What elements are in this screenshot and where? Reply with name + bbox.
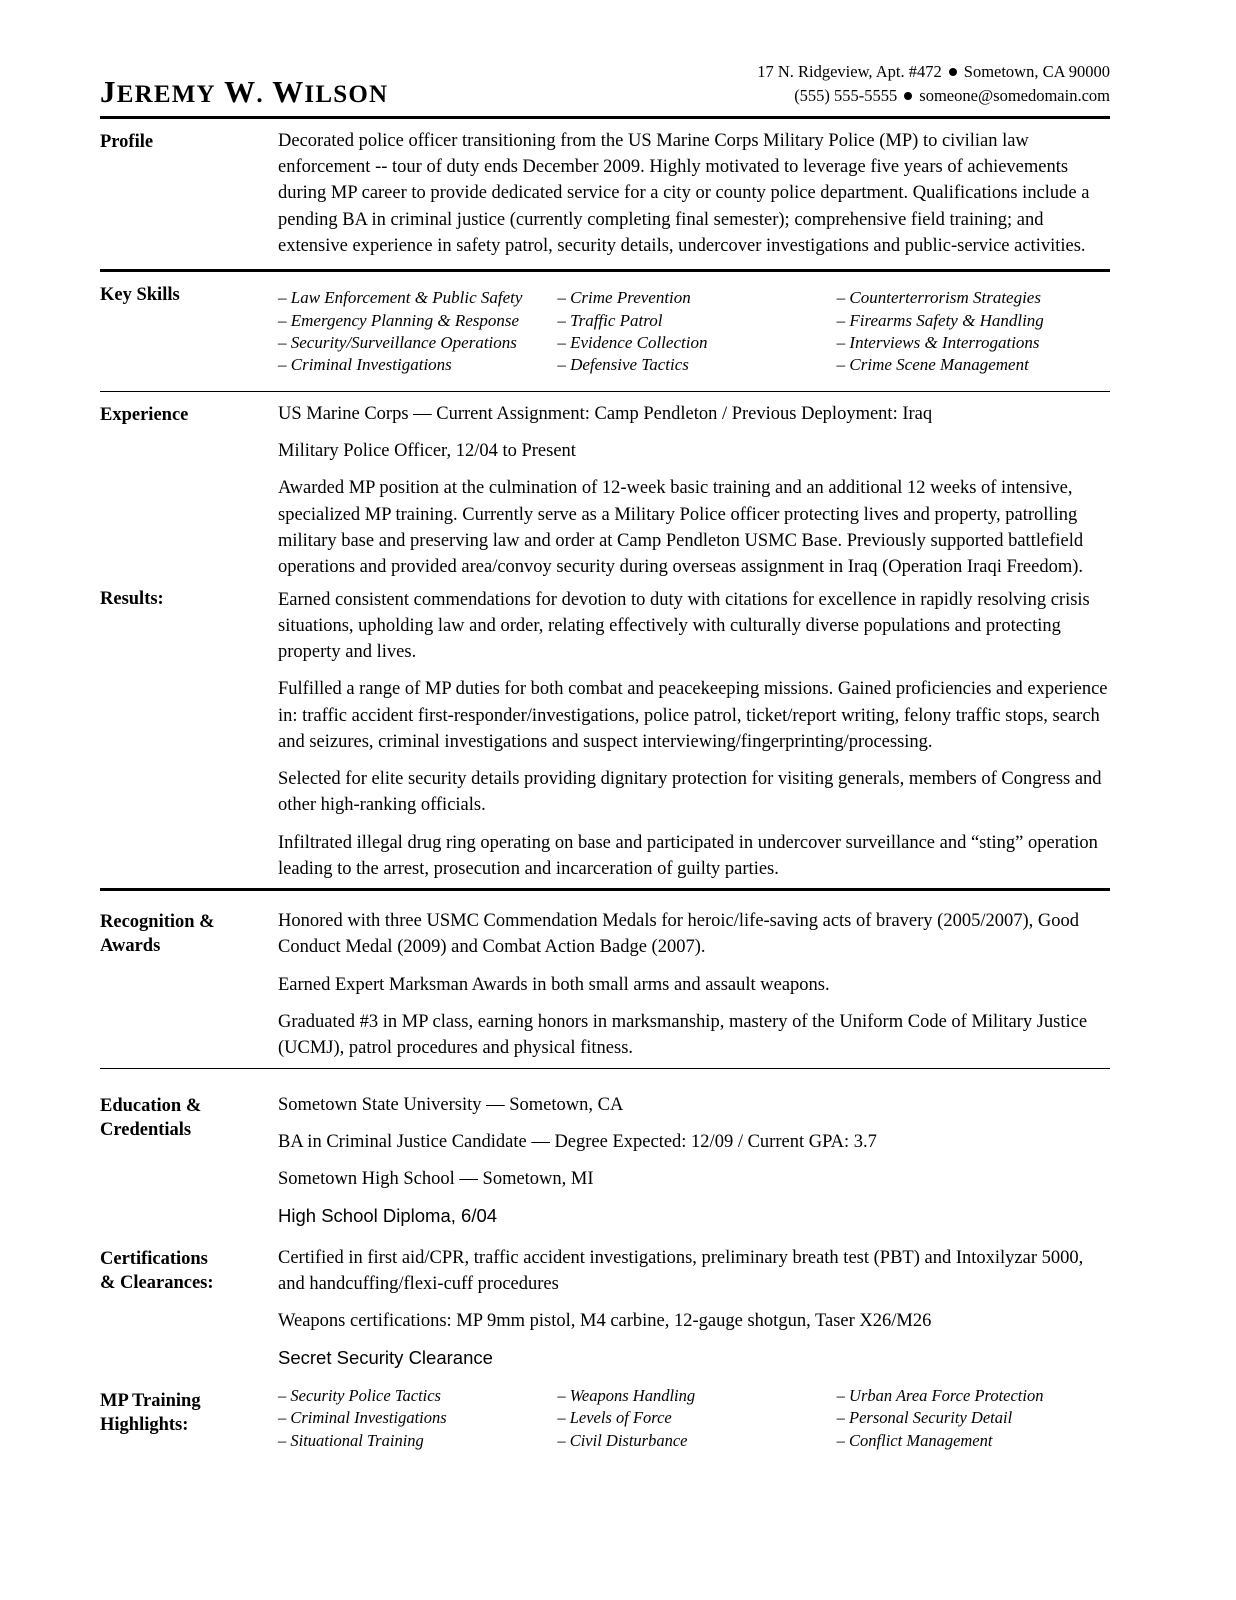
experience-title: Military Police Officer, 12/04 to Present [278, 441, 576, 462]
key-skill-item: – Interviews & Interrogations [837, 332, 1110, 354]
certifications-label [100, 1236, 278, 1295]
mp-training-item: – Conflict Management [837, 1430, 1110, 1452]
key-skill-item: – Emergency Planning & Response [278, 310, 551, 332]
certifications-label-line1: Certifications [100, 1248, 208, 1269]
key-skill-item: – Criminal Investigations [278, 354, 551, 376]
mp-training-label-line1: MP Training [100, 1390, 201, 1411]
experience-paragraph: Earned consistent commendations for devotion to duty with citations for excellence in rapidly resolving crisis situations, upholding law and order, relating effectively with culturally diverse populations and protecting property and lives. [278, 589, 1090, 663]
mp-training-item: – Levels of Force [557, 1407, 830, 1429]
experience-paragraph: Selected for elite security details providing dignitary protection for visiting generals, members of Congress and other high-ranking officials. [278, 769, 1102, 816]
education-label-line2: Credentials [100, 1119, 192, 1140]
mp-training-item: – Personal Security Detail [837, 1407, 1110, 1429]
security-clearance: Secret Security Clearance [278, 1347, 493, 1369]
section-experience-results [100, 587, 1110, 889]
recognition-paragraph: Honored with three USMC Commendation Medals for heroic/life-saving acts of bravery (2005/2007), Good Conduct Medal (2009) and Combat Action Badge (2007). [278, 911, 1079, 958]
candidate-name: JEREMY W. WILSON [100, 73, 389, 109]
section-recognition [100, 899, 1110, 1067]
mp-training-item: – Civil Disturbance [557, 1430, 830, 1452]
key-skills-grid [278, 281, 1110, 385]
section-key-skills [100, 272, 1110, 391]
education-label [100, 1083, 278, 1142]
recognition-label-line1: Recognition & [100, 912, 215, 933]
key-skill-item: – Evidence Collection [557, 332, 830, 354]
results-label: Results: [100, 588, 164, 609]
contact-city: Sometown, CA 90000 [963, 62, 1110, 81]
recognition-paragraph: Earned Expert Marksman Awards in both small arms and assault weapons. [278, 974, 830, 995]
education-degree: High School Diploma, 6/04 [278, 1205, 498, 1227]
bullet-dot-icon [949, 68, 957, 76]
key-skill-item: – Crime Prevention [557, 287, 830, 309]
recognition-label [100, 899, 278, 958]
mp-training-item: – Situational Training [278, 1430, 551, 1452]
experience-paragraph: Awarded MP position at the culmination of 12-week basic training and an additional 12 weeks of intensive, specialized MP training. Currently serve as a Military Police officer protecting lives and property, patrolling military base and preserving law and order at Camp Pendleton USMC Base. Previously supported battlefield operations and provided area/convoy security during overseas assignment in Iraq (Operation Iraqi Freedom). [278, 478, 1084, 578]
key-skill-item: – Defensive Tactics [557, 354, 830, 376]
mp-training-label [100, 1378, 278, 1437]
bullet-dot-icon [904, 92, 912, 100]
mp-training-item: – Criminal Investigations [278, 1407, 551, 1429]
section-mp-training [100, 1378, 1110, 1462]
section-certifications [100, 1236, 1110, 1378]
key-skill-item: – Counterterrorism Strategies [837, 287, 1110, 309]
key-skill-item: – Law Enforcement & Public Safety [278, 287, 551, 309]
experience-employer: US Marine Corps — Current Assignment: Camp Pendleton / Previous Deployment: Iraq [278, 403, 933, 424]
key-skill-item: – Firearms Safety & Handling [837, 310, 1110, 332]
contact-block [757, 60, 1110, 110]
mp-training-item: – Security Police Tactics [278, 1385, 551, 1407]
contact-address: 17 N. Ridgeview, Apt. #472 [757, 62, 942, 81]
education-label-line1: Education & [100, 1095, 202, 1116]
certifications-paragraph: Certified in first aid/CPR, traffic accident investigations, preliminary breath test (PBT) and Intoxilyzar 5000, and handcuffing/flexi-cuff procedures [278, 1247, 1084, 1294]
key-skill-item: – Crime Scene Management [837, 354, 1110, 376]
recognition-label-line2: Awards [100, 936, 161, 957]
key-skill-item: – Security/Surveillance Operations [278, 332, 551, 354]
education-school: Sometown State University — Sometown, CA [278, 1094, 624, 1115]
contact-phone: (555) 555-5555 [794, 85, 898, 105]
key-skills-label: Key Skills [100, 285, 180, 306]
education-degree: BA in Criminal Justice Candidate — Degree Expected: 12/09 / Current GPA: 3.7 [278, 1131, 877, 1152]
profile-label: Profile [100, 131, 154, 152]
experience-label: Experience [100, 404, 189, 425]
resume-header [100, 60, 1110, 116]
certifications-paragraph: Weapons certifications: MP 9mm pistol, M4 carbine, 12-gauge shotgun, Taser X26/M26 [278, 1311, 932, 1332]
key-skill-item: – Traffic Patrol [557, 310, 830, 332]
experience-paragraph: Fulfilled a range of MP duties for both combat and peacekeeping missions. Gained proficiencies and experience in: traffic accident first-responder/investigations, police patrol, ticket/report writing, felony traffic stops, search and seizures, criminal investigations and suspect interviewing/fingerprinting/processing. [278, 679, 1108, 752]
mp-training-label-line2: Highlights: [100, 1414, 189, 1435]
certifications-label-line2: & Clearances: [100, 1272, 214, 1293]
contact-email[interactable]: someone@somedomain.com [919, 85, 1110, 105]
mp-training-item: – Weapons Handling [557, 1385, 830, 1407]
section-experience [100, 392, 1110, 587]
experience-paragraph: Infiltrated illegal drug ring operating on base and participated in undercover surveillance and “sting” operation leading to the arrest, prosecution and incarceration of guilty parties. [278, 832, 1098, 879]
profile-text: Decorated police officer transitioning from the US Marine Corps Military Police (MP) to civilian law enforcement -- tour of duty ends December 2009. Highly motivated to leverage five years of achievements during MP career to provide dedicated service for a city or county police department. Qualifications include a pending BA in criminal justice (currently completing final semester); comprehensive field training; and extensive experience in safety patrol, security details, undercover investigations and public-service activities. [278, 130, 1090, 256]
section-education [100, 1083, 1110, 1236]
mp-training-grid [278, 1382, 1110, 1456]
resume-sheet [100, 60, 1110, 1462]
recognition-paragraph: Graduated #3 in MP class, earning honors in marksmanship, mastery of the Uniform Code of Military Justice (UCMJ), patrol procedures and physical fitness. [278, 1011, 1088, 1059]
education-school: Sometown High School — Sometown, MI [278, 1169, 594, 1190]
mp-training-item: – Urban Area Force Protection [837, 1385, 1110, 1407]
section-profile [100, 119, 1110, 269]
